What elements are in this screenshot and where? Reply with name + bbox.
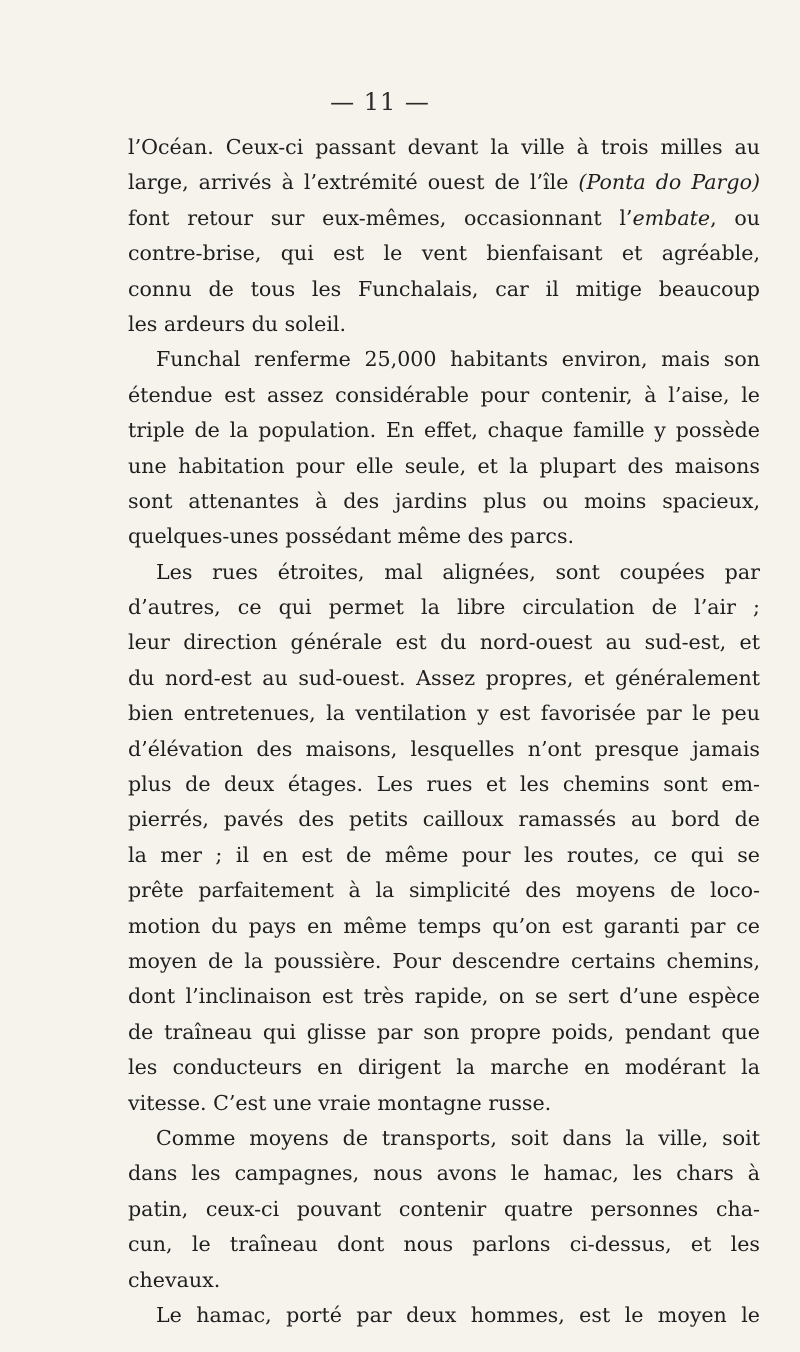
text-segment: d’autres, ce qui permet la libre circulation de l’air ;	[128, 595, 760, 620]
text-line	[128, 732, 760, 767]
text-segment: , ou	[710, 205, 760, 230]
text-segment: du nord-est au sud-ouest. Assez propres, et généralement	[128, 665, 760, 690]
text-segment: motion du pays en même temps qu’on est garanti par ce	[128, 913, 760, 938]
text-line	[128, 555, 760, 590]
text-line	[128, 767, 760, 802]
text-line	[128, 378, 760, 413]
text-segment: dont l’inclinaison est très rapide, on se sert d’une espèce	[128, 984, 760, 1009]
text-segment: d’élévation des maisons, lesquelles n’ont presque jamais	[128, 736, 760, 761]
text-line	[128, 1015, 760, 1050]
text-line	[128, 696, 760, 731]
text-segment: prête parfaitement à la simplicité des moyens de loco-	[128, 878, 760, 903]
text-line	[128, 625, 760, 660]
page-number: — 11 —	[330, 88, 430, 116]
text-segment: chevaux.	[128, 1267, 221, 1292]
text-segment: bien entretenues, la ventilation y est favorisée par le peu	[128, 701, 760, 726]
text-line	[128, 838, 760, 873]
text-segment: l’Océan. Ceux-ci passant devant la ville à trois milles au	[128, 135, 760, 159]
text-line	[128, 1121, 760, 1156]
text-segment: Le hamac, porté par deux hommes, est le moyen le	[156, 1302, 760, 1327]
text-segment: connu de tous les Funchalais, car il mitige beaucoup	[128, 276, 760, 301]
text-line	[128, 1050, 760, 1085]
text-line	[128, 802, 760, 837]
text-segment: les conducteurs en dirigent la marche en modérant la	[128, 1055, 760, 1080]
text-segment: de traîneau qui glisse par son propre poids, pendant que	[128, 1019, 760, 1044]
text-segment: les ardeurs du soleil.	[128, 311, 347, 336]
text-segment: étendue est assez considérable pour contenir, à l’aise, le	[128, 382, 760, 407]
text-line	[128, 342, 760, 377]
text-line	[128, 165, 760, 200]
text-line	[128, 1227, 760, 1262]
text-segment: quelques-unes possédant même des parcs.	[128, 524, 575, 549]
text-segment: dans les campagnes, nous avons le hamac, les chars à	[128, 1161, 760, 1186]
text-line	[128, 1192, 760, 1227]
text-line	[128, 1298, 760, 1333]
text-line	[128, 1263, 760, 1298]
text-line	[128, 909, 760, 944]
text-line	[128, 944, 760, 979]
text-line	[128, 873, 760, 908]
text-segment: triple de la population. En effet, chaque famille y possède	[128, 418, 760, 443]
text-line	[128, 307, 760, 342]
text-line	[128, 519, 760, 554]
text-line	[128, 484, 760, 519]
text-segment: Funchal renferme 25,000 habitants environ, mais son	[156, 347, 760, 372]
text-segment: large, arrivés à l’extrémité ouest de l’île	[128, 170, 579, 195]
text-segment: contre-brise, qui est le vent bienfaisant et agréable,	[128, 241, 760, 266]
text-line	[128, 1156, 760, 1191]
text-line	[128, 979, 760, 1014]
text-segment: vitesse. C’est une vraie montagne russe.	[128, 1090, 552, 1115]
text-line	[128, 413, 760, 448]
text-segment: pierrés, pavés des petits cailloux ramassés au bord de	[128, 807, 760, 832]
text-segment: Comme moyens de transports, soit dans la ville, soit	[156, 1125, 760, 1150]
text-segment: cun, le traîneau dont nous parlons ci-dessus, et les	[128, 1232, 760, 1257]
text-line	[128, 272, 760, 307]
body-text	[128, 130, 760, 1333]
text-line	[128, 130, 760, 165]
text-segment: Les rues étroites, mal alignées, sont coupées par	[156, 559, 760, 584]
text-segment: moyen de la poussière. Pour descendre certains chemins,	[128, 948, 760, 973]
text-line	[128, 201, 760, 236]
text-segment: une habitation pour elle seule, et la plupart des maisons	[128, 453, 760, 478]
text-segment: sont attenantes à des jardins plus ou moins spacieux,	[128, 488, 760, 513]
text-segment: patin, ceux-ci pouvant contenir quatre personnes cha-	[128, 1196, 760, 1221]
text-line	[128, 1086, 760, 1121]
text-segment: (Ponta do Pargo)	[578, 170, 760, 195]
text-line	[128, 236, 760, 271]
text-segment: la mer ; il en est de même pour les routes, ce qui se	[128, 842, 760, 867]
text-segment: embate	[632, 205, 711, 230]
text-line	[128, 590, 760, 625]
text-segment: font retour sur eux-mêmes, occasionnant l’	[128, 205, 633, 230]
text-line	[128, 449, 760, 484]
text-line	[128, 661, 760, 696]
text-segment: leur direction générale est du nord-ouest au sud-est, et	[128, 630, 760, 655]
text-segment: plus de deux étages. Les rues et les chemins sont em-	[128, 772, 760, 797]
